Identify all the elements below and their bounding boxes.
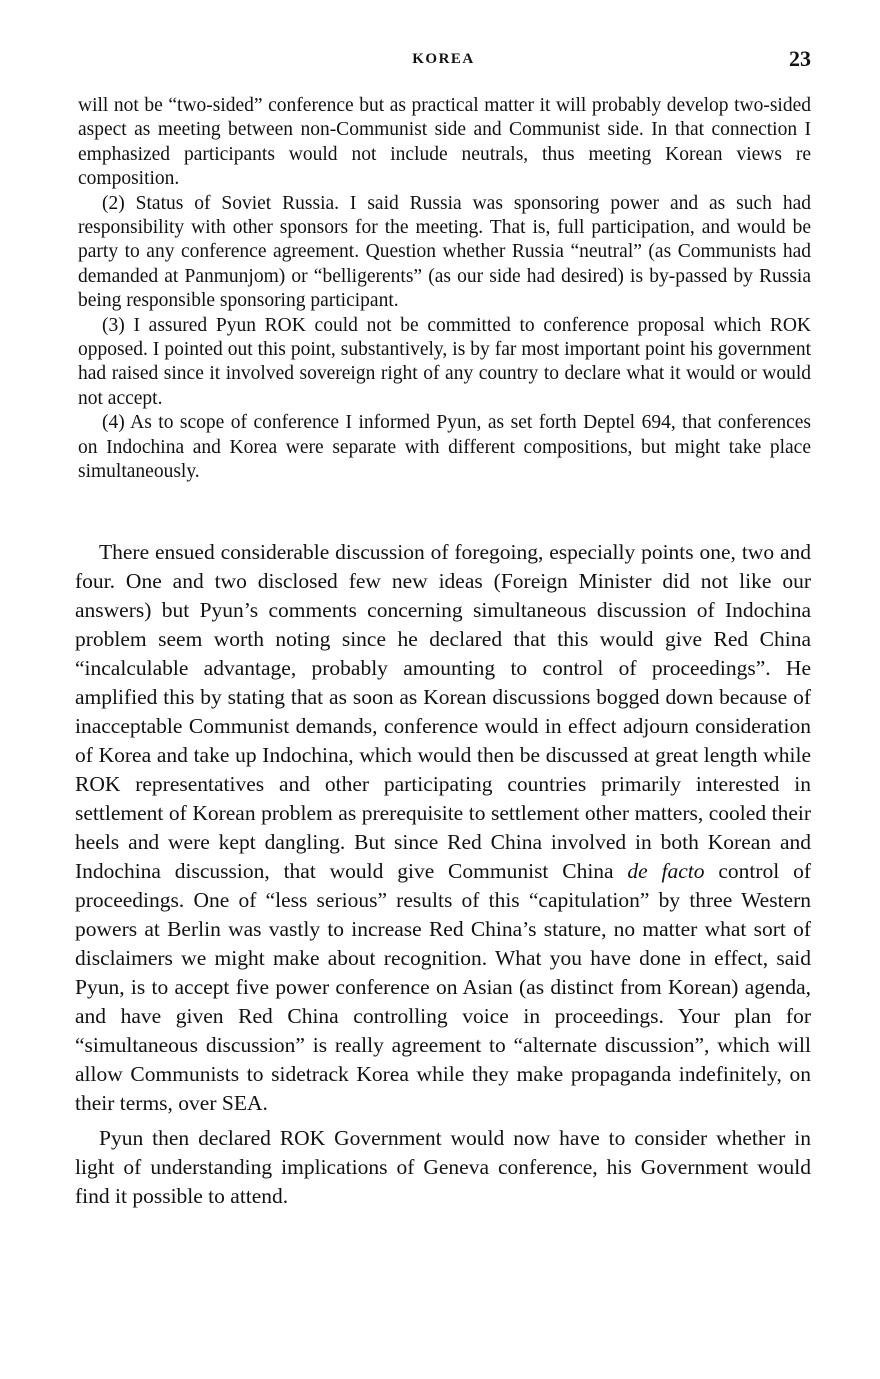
quoted-intro-paragraph: will not be “two-sided” conference but as practical matter it will probably develop two-sided aspect as meeting between non-Communist side and Communist side. In that connection I emphasized participants would not include neutrals, thus meeting Korean views re composition. (78, 95, 811, 190)
discussion-text-part-2: control of proceedings. One of “less serious” results of this “capitulation” by three Western powers at Berlin was vastly to increase Red China’s stature, no matter what sort of disclaimers we might make about recognition. What you have done in effect, said Pyun, is to accept five power conference on Asian (as distinct from Korean) agenda, and have given Red China controlling voice in proceedings. Your plan for “simultaneous discussion” is really agreement to “alternate discussion”, which will allow Communists to sidetrack Korea while they make propaganda indefinitely, on their terms, over SEA. (75, 859, 811, 1115)
point-3-paragraph: (3) I assured Pyun ROK could not be committed to conference proposal which ROK opposed. I pointed out this point, substantively, is by far most important point his government had raised since it involved sovereign right of any country to declare what it would or would not accept. (78, 314, 811, 409)
point-2-paragraph: (2) Status of Soviet Russia. I said Russia was sponsoring power and as such had responsibility with other sponsors for the meeting. That is, full participation, and would be party to any conference agreement. Question whether Russia “neutral” (as Communists had demanded at Panmunjom) or “belligerents” (as our side had desired) is by-passed by Russia being responsible sponsoring participant. (78, 192, 811, 312)
closing-paragraph: Pyun then declared ROK Government would now have to consider whether in light of understanding implications of Geneva conference, his Government would find it possible to attend. (75, 1126, 811, 1208)
point-4-paragraph: (4) As to scope of conference I informed Pyun, as set forth Deptel 694, that conferences on Indochina and Korea were separate with different compositions, but might take place simultaneously. (78, 412, 811, 483)
italic-phrase: de facto (627, 859, 705, 883)
main-text (75, 538, 811, 1217)
discussion-paragraph (75, 538, 811, 1118)
running-title: KOREA (412, 51, 475, 67)
discussion-text-part-1: There ensued considerable discussion of foregoing, especially points one, two and four. One and two disclosed few new ideas (Foreign Minister did not like our answers) but Pyun’s comments concerning simultaneous discussion of Indochina problem seem worth noting since he declared that this would give Red China “incalculable advantage, probably amounting to control of proceedings”. He amplified this by stating that as soon as Korean discussions bogged down because of inacceptable Communist demands, conference would in effect adjourn consideration of Korea and take up Indochina, which would then be discussed at great length while ROK representatives and other participating countries primarily interested in settlement of Korean problem as prerequisite to settlement other matters, cooled their heels and were kept dangling. But since Red China involved in both Korean and Indochina discussion, that would give Communist China (75, 540, 811, 883)
running-header (76, 46, 811, 74)
page-number: 23 (789, 46, 811, 71)
quoted-telegram-block (78, 94, 811, 485)
